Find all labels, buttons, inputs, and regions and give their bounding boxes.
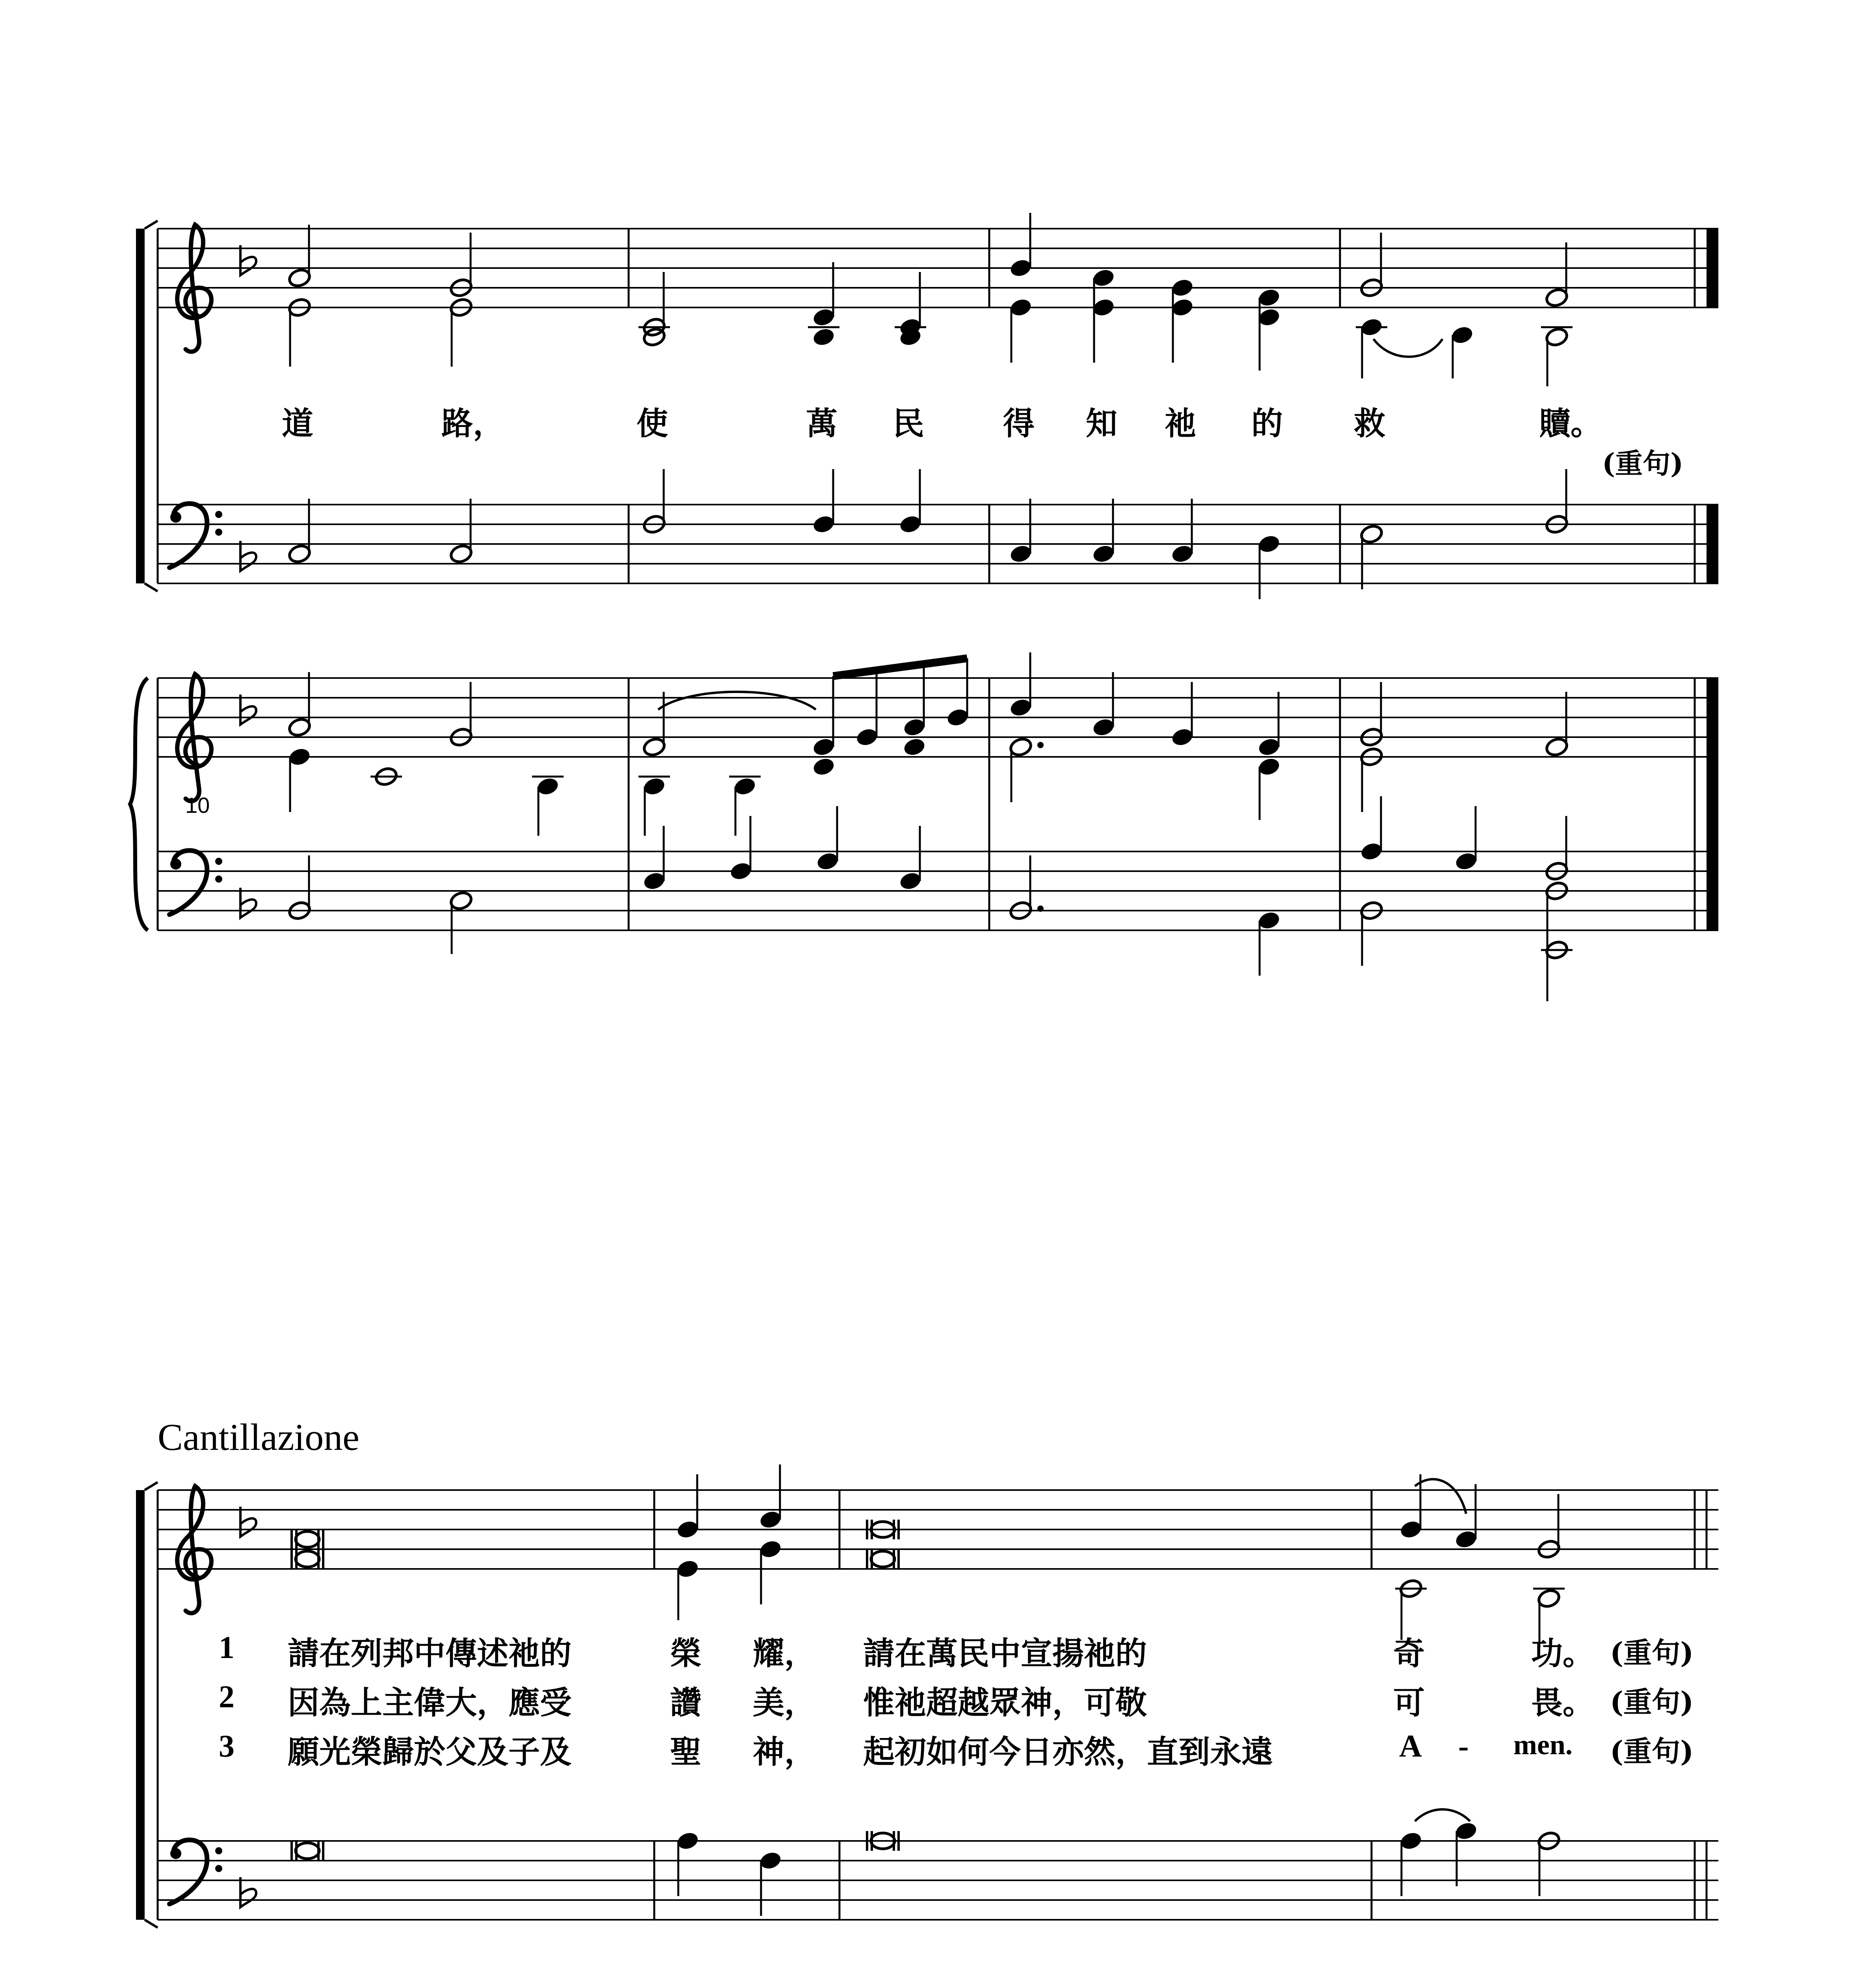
lyric-syllable: 的 [1251, 405, 1283, 442]
lyric-syllable: 民 [893, 405, 924, 442]
notes-tenor-bass [287, 469, 1569, 599]
flat-icon [240, 245, 256, 275]
refrain-mark: (重句) [1610, 1734, 1694, 1768]
verse-word: 耀， [753, 1635, 816, 1672]
lyric-syllable: 得 [1003, 405, 1035, 442]
lyric-syllable: 救 [1354, 405, 1385, 442]
lyric-syllable: 贖。 [1539, 405, 1602, 442]
verse-word: men. [1513, 1729, 1573, 1760]
lyric-syllable: 祂 [1165, 405, 1196, 442]
notes-soprano-alto [287, 213, 1573, 386]
staff-piano-left [158, 851, 1718, 931]
staff-tenor-bass [158, 504, 1718, 584]
verse-word: - [1458, 1729, 1469, 1764]
verse-word: 榮 [670, 1635, 702, 1672]
flat-icon [240, 695, 256, 725]
verse-number: 3 [219, 1729, 234, 1764]
refrain-mark: (重句) [1610, 1685, 1694, 1719]
verse-text: 請在萬民中宣揚祂的 [863, 1635, 1147, 1672]
staff-tenor-bass [158, 1840, 1718, 1920]
verse-number: 1 [219, 1630, 234, 1665]
verse-text: 請在列邦中傳述祂的 [288, 1635, 571, 1672]
verse-word: 讚 [670, 1684, 702, 1721]
bass-clef-icon [169, 1840, 222, 1904]
notes-piano-right [287, 652, 1569, 836]
flat-icon [240, 1507, 256, 1537]
notes-piano-left [287, 796, 1573, 1001]
lyric-syllable: 知 [1086, 405, 1117, 442]
verse-number: 2 [219, 1680, 234, 1714]
verse-text: 因為上主偉大，應受 [288, 1684, 571, 1721]
piano-brace [130, 678, 148, 930]
verse-text: 惟祂超越眾神，可敬 [863, 1684, 1147, 1721]
verse-word: 畏。 [1531, 1684, 1594, 1721]
lyric-syllable: 使 [636, 405, 668, 442]
flat-icon [240, 888, 256, 918]
verse-word: 神， [753, 1733, 816, 1770]
refrain-mark: (重句) [1602, 447, 1684, 480]
notes-soprano-alto [292, 1464, 1565, 1648]
flat-icon [240, 541, 256, 571]
refrain-mark: (重句) [1610, 1636, 1694, 1669]
lyric-syllable: 路， [441, 405, 504, 442]
section-title: Cantillazione [158, 1416, 359, 1458]
lyric-syllable: 萬 [806, 405, 838, 442]
verse-word: 可 [1393, 1684, 1425, 1721]
staff-soprano-alto [158, 225, 1718, 352]
verse-word: 功。 [1531, 1635, 1594, 1672]
verse-word: 奇 [1393, 1635, 1425, 1672]
lyric-syllable: 道 [282, 405, 313, 442]
verse-word: 美， [753, 1684, 816, 1721]
verse-word: 聖 [670, 1733, 702, 1770]
verse-text: 願光榮歸於父及子及 [288, 1733, 571, 1770]
bass-clef-icon [169, 504, 222, 568]
bass-clef-icon [169, 851, 222, 915]
choir-bracket [136, 1490, 145, 1920]
measure-number: 10 [185, 793, 210, 818]
staff-soprano-alto [158, 1486, 1718, 1613]
choir-bracket [136, 229, 145, 583]
system-1 [130, 213, 1718, 1001]
flat-icon [240, 1877, 256, 1907]
verse-word: A [1399, 1729, 1422, 1764]
verse-text: 起初如何今日亦然，直到永遠 [863, 1733, 1273, 1770]
